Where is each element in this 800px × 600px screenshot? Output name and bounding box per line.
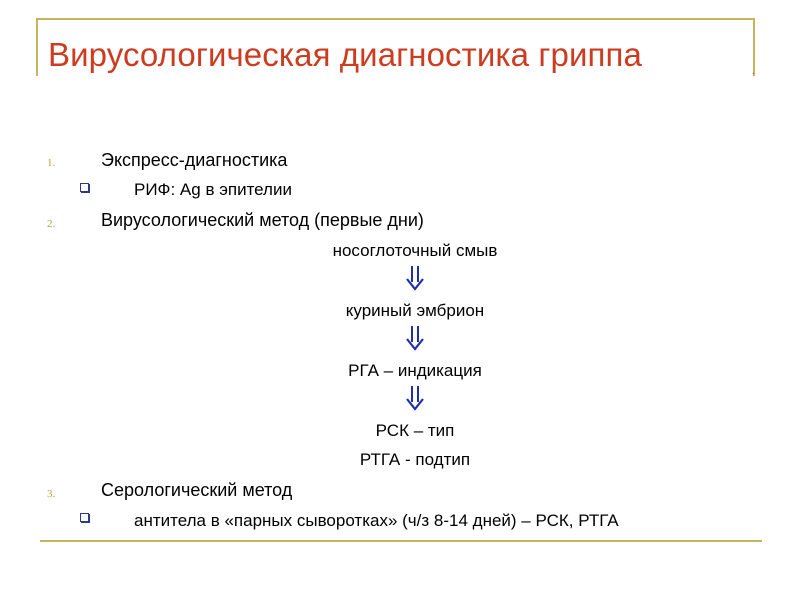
slide-title: Вирусологическая диагностика гриппа <box>48 36 642 73</box>
title-dot: . <box>752 66 755 77</box>
subitem-rif: РИФ: Ag в эпителии <box>134 180 292 199</box>
flow-step-rtga: РТГА - подтип <box>359 450 471 469</box>
square-bullet-icon <box>80 183 89 192</box>
flow-step-rsk: РСК – тип <box>375 421 455 440</box>
list-number-1: 1. <box>47 157 56 169</box>
double-down-arrow-icon <box>403 385 427 411</box>
frame-left-line <box>36 18 38 76</box>
double-down-arrow-icon <box>403 265 427 291</box>
square-bullet-icon <box>80 513 89 522</box>
double-down-arrow-icon <box>403 325 427 351</box>
flow-step-chicken-embryo: куриный эмбрион <box>345 301 485 320</box>
list-item-express-diagnostics: Экспресс-диагностика <box>101 150 288 170</box>
list-number-3: 3. <box>47 488 56 500</box>
list-number-2: 2. <box>47 218 56 230</box>
list-item-virological-method: Вирусологический метод (первые дни) <box>101 210 424 230</box>
subitem-antibodies: антитела в «парных сыворотках» (ч/з 8-14 дней) – РСК, РТГА <box>134 511 619 530</box>
flow-step-rga: РГА – индикация <box>348 361 482 380</box>
flow-step-nasopharyngeal-wash: носоглоточный смыв <box>332 241 498 260</box>
frame-bottom-line <box>40 540 762 542</box>
list-item-serological-method: Серологический метод <box>101 480 293 500</box>
frame-top-line <box>38 18 755 20</box>
